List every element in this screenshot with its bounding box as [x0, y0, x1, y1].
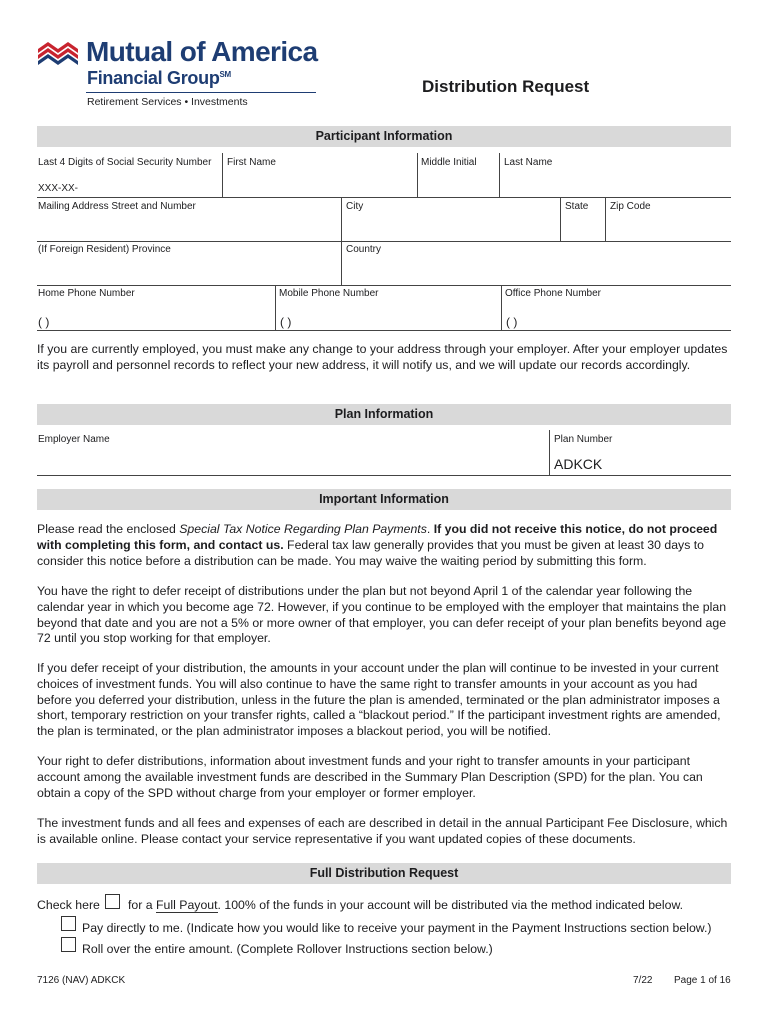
page-number: Page 1 of 16: [674, 975, 731, 986]
street-label: Mailing Address Street and Number: [38, 201, 196, 212]
mobile-phone-label: Mobile Phone Number: [279, 288, 379, 299]
logo-tagline: Retirement Services • Investments: [87, 96, 248, 108]
office-phone-field[interactable]: ( ): [506, 315, 518, 329]
pay-directly-label: Pay directly to me. (Indicate how you would like to receive your payment in the Payment Instructions section below.): [82, 921, 712, 935]
zip-label: Zip Code: [610, 201, 651, 212]
home-phone-label: Home Phone Number: [38, 288, 135, 299]
important-info-heading: Important Information: [37, 489, 731, 510]
divider: [549, 430, 550, 475]
rollover-label: Roll over the entire amount. (Complete Rollover Instructions section below.): [82, 942, 493, 956]
zip-field[interactable]: [606, 214, 731, 240]
full-distribution-heading: Full Distribution Request: [37, 863, 731, 884]
state-label: State: [565, 201, 589, 212]
full-payout-checkbox[interactable]: [105, 894, 120, 909]
spd-paragraph: Your right to defer distributions, information about investment funds and your right to transfer amounts in your participant account among the available investment funds are described in the Summary Plan Description (SPD) for the plan. You can obtain a copy of the SPD without charge from your employer or former employer.: [37, 754, 703, 800]
plan-number-value: ADKCK: [554, 456, 603, 472]
divider: [37, 330, 731, 331]
flag-logo-icon: [37, 40, 81, 66]
pay-directly-checkbox[interactable]: [61, 916, 76, 931]
country-label: Country: [346, 244, 382, 255]
divider: [37, 285, 731, 286]
last-name-label: Last Name: [504, 157, 553, 168]
document-title: Distribution Request: [422, 77, 590, 96]
tax-notice-title: Special Tax Notice Regarding Plan Payments: [179, 522, 427, 536]
street-field[interactable]: [37, 214, 341, 240]
participant-info-heading: Participant Information: [37, 126, 731, 147]
first-name-label: First Name: [227, 157, 276, 168]
divider: [37, 241, 731, 242]
ssn-field[interactable]: XXX-XX-: [38, 183, 79, 194]
first-name-field[interactable]: [223, 170, 417, 196]
tax-notice-paragraph: Please read the enclosed Special Tax Notice Regarding Plan Payments. If you did not receive this notice, do not proceed with completing this form, and contact us. Federal tax law generally provides that you must be given at least 30 days to consider this notice before a distribution can be made. You may waive the waiting period by submitting this form.: [37, 522, 718, 568]
rollover-checkbox[interactable]: [61, 937, 76, 952]
last-name-field[interactable]: [500, 170, 731, 196]
divider: [275, 285, 276, 330]
tax-notice-warning: If you did not receive this notice, do not proceed with completing this form, and contact us.: [37, 522, 718, 552]
middle-initial-label: Middle Initial: [421, 157, 477, 168]
home-phone-field[interactable]: ( ): [38, 315, 50, 329]
mobile-phone-field[interactable]: ( ): [280, 315, 292, 329]
province-field[interactable]: [37, 257, 341, 284]
logo-subtitle: Financial Group℠: [87, 68, 231, 88]
form-code: 7126 (NAV) ADKCK: [37, 975, 126, 986]
plan-number-label: Plan Number: [554, 434, 613, 445]
state-field[interactable]: [561, 214, 605, 240]
check-here-label: Check here: [37, 898, 100, 912]
divider: [37, 197, 731, 198]
fee-disclosure-paragraph: The investment funds and all fees and expenses of each are described in detail in the annual Participant Fee Disclosure, which is available online. Please contact your service representative if you want updated copies of these documents.: [37, 816, 728, 846]
deferral-rights-paragraph: You have the right to defer receipt of distributions under the plan but not beyond April 1 of the calendar year following the calendar year in which you become age 72. However, if you continue to be employed with the employer that maintains the plan beyond that date and you are not a 5% or more owner of that employer, you can defer receipt of your plan benefits beyond age 72 until you stop working for that employer.: [37, 584, 727, 646]
city-field[interactable]: [342, 214, 560, 240]
logo-divider: [86, 92, 316, 93]
address-change-note: If you are currently employed, you must make any change to your address through your employer. After your employer updates its payroll and personnel records to reflect your new address, it will notify us, and we will update our records accordingly.: [37, 342, 728, 372]
province-label: (If Foreign Resident) Province: [38, 244, 171, 255]
service-mark: SM: [219, 70, 231, 79]
ssn-label: Last 4 Digits of Social Security Number: [38, 157, 212, 168]
office-phone-label: Office Phone Number: [505, 288, 601, 299]
revision-date: 7/22: [633, 975, 653, 986]
employer-name-field[interactable]: [37, 446, 548, 474]
plan-info-heading: Plan Information: [37, 404, 731, 425]
deferred-investment-paragraph: If you defer receipt of your distribution, the amounts in your account under the plan will continue to be invested in your current choices of investment funds. You will also continue to have the same right to transfer amounts in your account as you had before you deferred your distribution, unless in the future the plan is amended, terminated or the plan administrator imposes a short, temporary restriction on your transfer rights, called a “blackout period.” If the participant investment rights are amended, the plan is terminated, or the plan administrator imposes a blackout period, you will be notified.: [37, 661, 721, 739]
divider: [37, 475, 731, 476]
country-field[interactable]: [342, 257, 731, 284]
full-payout-line: for a Full Payout. 100% of the funds in your account will be distributed via the method indicated below.: [128, 898, 684, 912]
city-label: City: [346, 201, 364, 212]
full-payout-term: Full Payout: [156, 898, 218, 912]
middle-initial-field[interactable]: [418, 170, 499, 196]
divider: [501, 285, 502, 330]
logo-name: Mutual of America: [86, 36, 318, 67]
employer-name-label: Employer Name: [38, 434, 110, 445]
